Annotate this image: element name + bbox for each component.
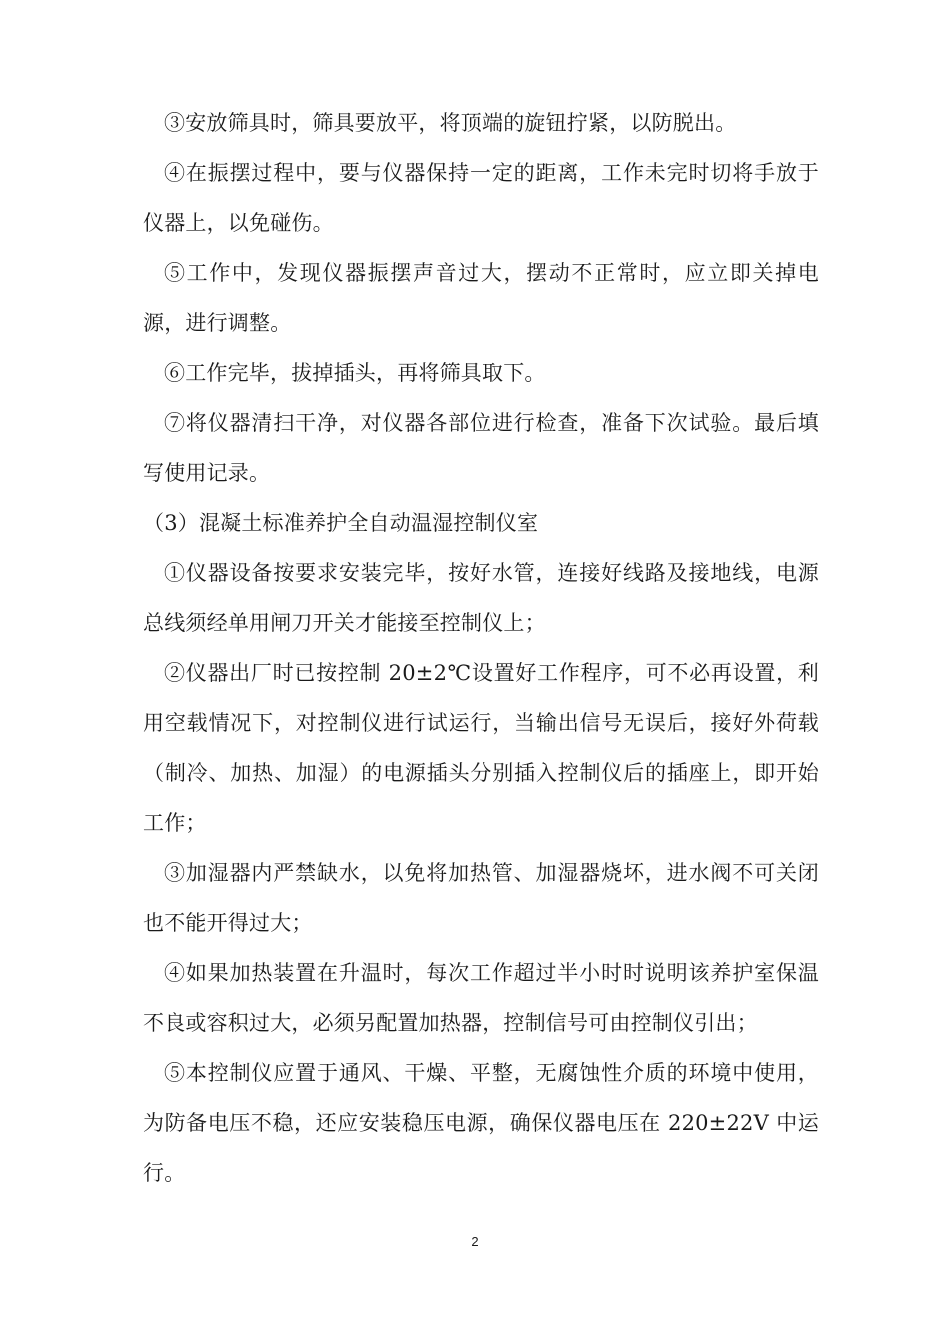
- paragraph-keep-distance: ④在振摆过程中，要与仪器保持一定的距离，工作未完时切将手放于仪器上，以免碰伤。: [143, 161, 819, 235]
- paragraph-factory-program: ②仪器出厂时已按控制 20±2℃设置好工作程序，可不必再设置，利用空载情况下，对控制仪进行试运行，当输出信号无误后，接好外荷载（制冷、加热、加湿）的电源插头分别插入控制仪后的插座上，即开始工作；: [143, 661, 819, 835]
- section-heading: （3）混凝土标准养护全自动温湿控制仪室: [143, 511, 539, 535]
- paragraph-clean-record: ⑦将仪器清扫干净，对仪器各部位进行检查，准备下次试验。最后填写使用记录。: [143, 411, 819, 485]
- paragraph-environment-voltage: ⑤本控制仪应置于通风、干燥、平整，无腐蚀性介质的环境中使用，为防备电压不稳，还应安装稳压电源，确保仪器电压在 220±22V 中运行。: [143, 1061, 819, 1185]
- paragraph-heating-device: ④如果加热装置在升温时，每次工作超过半小时时说明该养护室保温不良或容积过大，必须另配置加热器，控制信号可由控制仪引出；: [143, 961, 819, 1035]
- document-body: [143, 98, 819, 1198]
- page-number: 2: [471, 1234, 479, 1249]
- paragraph-humidifier-water: ③加湿器内严禁缺水，以免将加热管、加湿器烧坏，进水阀不可关闭也不能开得过大；: [143, 861, 819, 935]
- paragraph-installation: ①仪器设备按要求安装完毕，按好水管，连接好线路及接地线，电源总线须经单用闸刀开关才能接至控制仪上；: [143, 561, 819, 635]
- paragraph-sieve-placement: ③安放筛具时，筛具要放平，将顶端的旋钮拧紧，以防脱出。: [164, 111, 737, 135]
- paragraph-abnormal-noise: ⑤工作中，发现仪器振摆声音过大，摆动不正常时，应立即关掉电源，进行调整。: [143, 261, 819, 335]
- paragraph-finish-unplug: ⑥工作完毕，拔掉插头，再将筛具取下。: [164, 361, 546, 385]
